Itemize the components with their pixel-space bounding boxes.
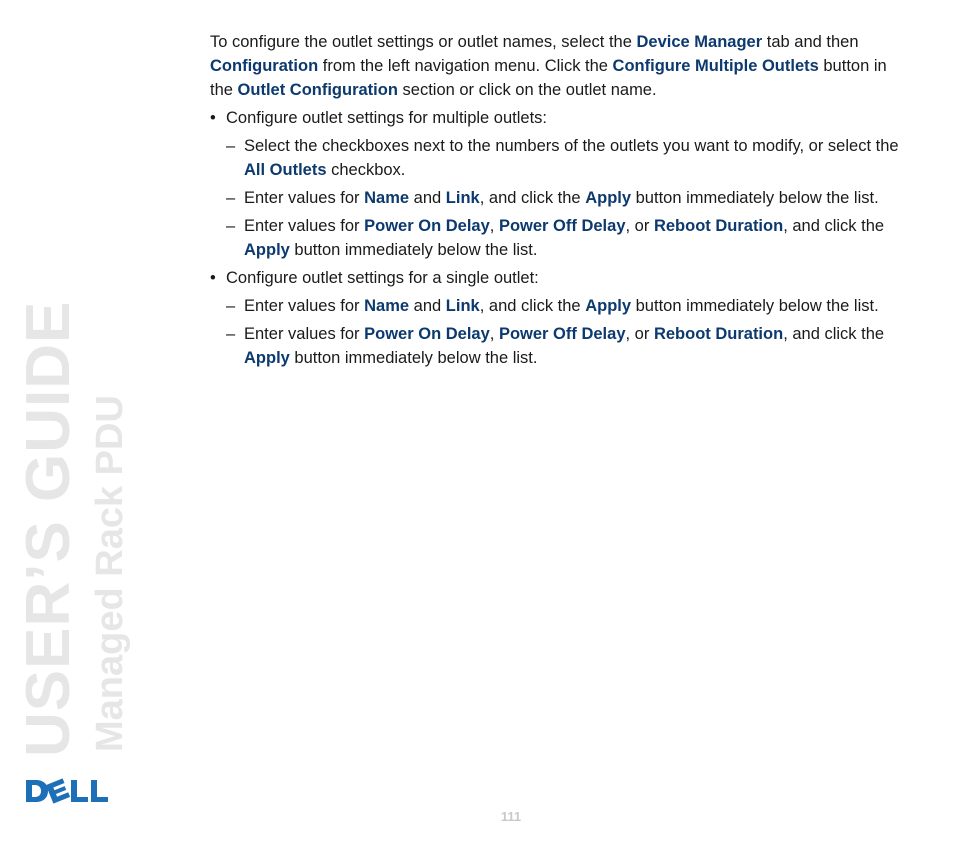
document-body bbox=[210, 30, 910, 374]
term-device-manager: Device Manager bbox=[636, 33, 763, 51]
term-reboot-duration: Reboot Duration bbox=[653, 325, 784, 343]
sub-item bbox=[210, 214, 910, 262]
sub-text: , bbox=[489, 217, 499, 235]
term-configuration: Configuration bbox=[210, 57, 319, 75]
term-link: Link bbox=[445, 189, 480, 207]
sub-text: Enter values for bbox=[244, 189, 365, 207]
term-outlet-configuration: Outlet Configuration bbox=[237, 81, 398, 99]
sidebar-title: USER’S GUIDE bbox=[14, 300, 83, 757]
term-name: Name bbox=[364, 189, 410, 207]
bullet-marker: • bbox=[210, 269, 216, 287]
intro-text: To configure the outlet settings or outlet names, select the bbox=[210, 33, 637, 51]
dash-marker: – bbox=[226, 325, 236, 343]
page-number: 111 bbox=[500, 809, 522, 824]
sub-text: button immediately below the list. bbox=[289, 349, 538, 367]
sub-item bbox=[210, 294, 910, 318]
sub-item bbox=[210, 134, 910, 182]
intro-text: section or click on the outlet name. bbox=[397, 81, 657, 99]
term-power-on-delay: Power On Delay bbox=[364, 217, 490, 235]
sub-text: , and click the bbox=[783, 325, 885, 343]
term-power-off-delay: Power Off Delay bbox=[498, 217, 626, 235]
sub-item bbox=[210, 322, 910, 370]
bullet-marker: • bbox=[210, 109, 216, 127]
sub-text: , or bbox=[625, 217, 654, 235]
sub-text: Enter values for bbox=[244, 297, 365, 315]
term-reboot-duration: Reboot Duration bbox=[653, 217, 784, 235]
sub-text: button immediately below the list. bbox=[631, 189, 879, 207]
sub-text: , and click the bbox=[479, 297, 586, 315]
intro-text: tab and then bbox=[762, 33, 859, 51]
sub-text: button immediately below the list. bbox=[631, 297, 879, 315]
sub-text: and bbox=[409, 297, 446, 315]
sidebar-subtitle: Managed Rack PDU bbox=[89, 395, 131, 752]
sub-text: , or bbox=[625, 325, 654, 343]
bullet-item bbox=[210, 266, 910, 290]
sub-text: Select the checkboxes next to the numbers of the outlets you want to modify, or select the bbox=[244, 137, 899, 155]
dash-marker: – bbox=[226, 189, 236, 207]
intro-text: from the left navigation menu. Click the bbox=[318, 57, 613, 75]
term-power-on-delay: Power On Delay bbox=[364, 325, 490, 343]
dash-marker: – bbox=[226, 217, 236, 235]
sub-text: , and click the bbox=[783, 217, 885, 235]
sub-text: and bbox=[409, 189, 446, 207]
term-power-off-delay: Power Off Delay bbox=[498, 325, 626, 343]
term-link: Link bbox=[445, 297, 480, 315]
term-all-outlets: All Outlets bbox=[244, 161, 327, 179]
term-apply: Apply bbox=[585, 189, 632, 207]
bullet-text: Configure outlet settings for a single outlet: bbox=[226, 269, 539, 287]
sub-text: checkbox. bbox=[326, 161, 406, 179]
sub-text: Enter values for bbox=[244, 217, 365, 235]
dell-logo-icon bbox=[24, 776, 112, 806]
intro-text: button in the bbox=[210, 57, 887, 99]
term-apply: Apply bbox=[244, 349, 290, 367]
dash-marker: – bbox=[226, 137, 236, 155]
term-apply: Apply bbox=[585, 297, 632, 315]
term-apply: Apply bbox=[244, 241, 290, 259]
sub-text: button immediately below the list. bbox=[289, 241, 538, 259]
dash-marker: – bbox=[226, 297, 236, 315]
sub-item bbox=[210, 186, 910, 210]
sub-text: , bbox=[489, 325, 499, 343]
term-name: Name bbox=[364, 297, 410, 315]
term-configure-multiple-outlets: Configure Multiple Outlets bbox=[612, 57, 819, 75]
bullet-text: Configure outlet settings for multiple outlets: bbox=[226, 109, 548, 127]
sub-text: , and click the bbox=[479, 189, 586, 207]
sub-text: Enter values for bbox=[244, 325, 365, 343]
bullet-item bbox=[210, 106, 910, 130]
intro-paragraph bbox=[210, 30, 910, 102]
